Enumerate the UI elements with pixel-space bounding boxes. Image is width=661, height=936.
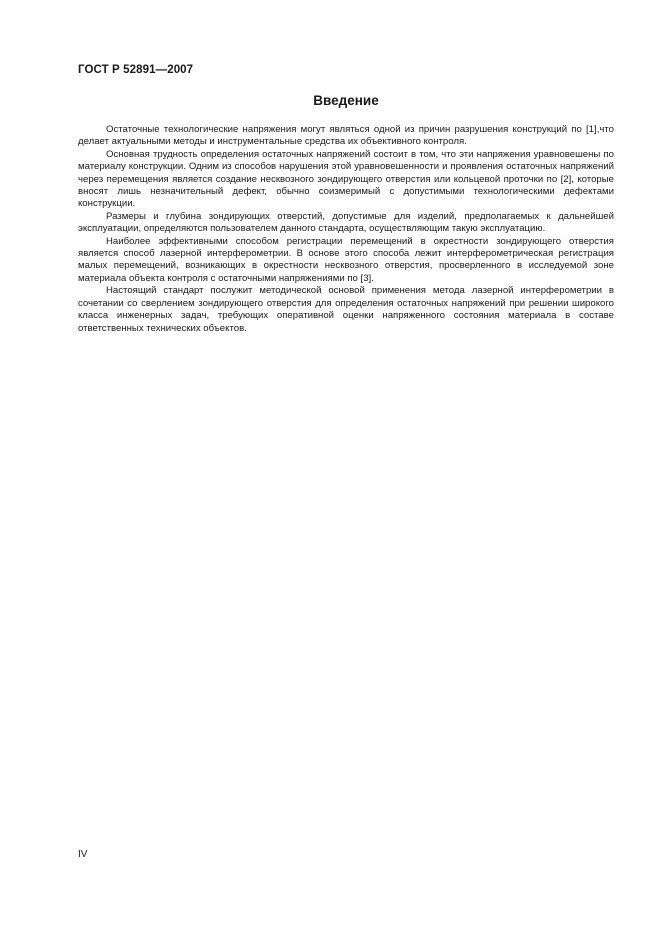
- body-text: [78, 124, 614, 335]
- section-title: Введение: [313, 93, 379, 108]
- paragraph: Наиболее эффективными способом регистрации перемещений в окрестности зондирующего отверстия является способ лазерной интерферометрии. В основе этого способа лежит интерферометрическая регистрация малых перемещений, возникающих в окрестности несквозного отверстия, просверленного в исследуемой зоне материала объекта контроля с остаточными напряжениями по [3].: [78, 235, 614, 284]
- paragraph: Остаточные технологические напряжения могут являться одной из причин разрушения конструкций по [1],что делает актуальными методы и инструментальные средства их объективного контроля.: [78, 124, 614, 148]
- standard-code-header: ГОСТ Р 52891—2007: [78, 64, 194, 76]
- paragraph: Настоящий стандарт послужит методической основой применения метода лазерной интерферометрии в сочетании со сверлением зондирующего отверстия для определения остаточных напряжений при решении широкого класса инженерных задач, требующих оперативной оценки напряженного состояния материала в составе ответственных технических объектов.: [78, 285, 614, 334]
- page-number: IV: [78, 849, 88, 860]
- paragraph: Размеры и глубина зондирующих отверстий, допустимые для изделий, предполагаемых к дальнейшей эксплуатации, определяются пользователем данного стандарта, осуществляющим такую эксплуатацию.: [78, 210, 614, 235]
- paragraph: Основная трудность определения остаточных напряжений состоит в том, что эти напряжения уравновешены по материалу конструкции. Одним из способов нарушения этой уравновешенности и проявления остаточных напряжений через перемещения является создание несквозного зондирующего отверстия или кольцевой проточки по [2], которые вносят лишь незначительный дефект, обычно соизмеримый с допустимыми технологическими дефектами конструкции.: [78, 148, 614, 210]
